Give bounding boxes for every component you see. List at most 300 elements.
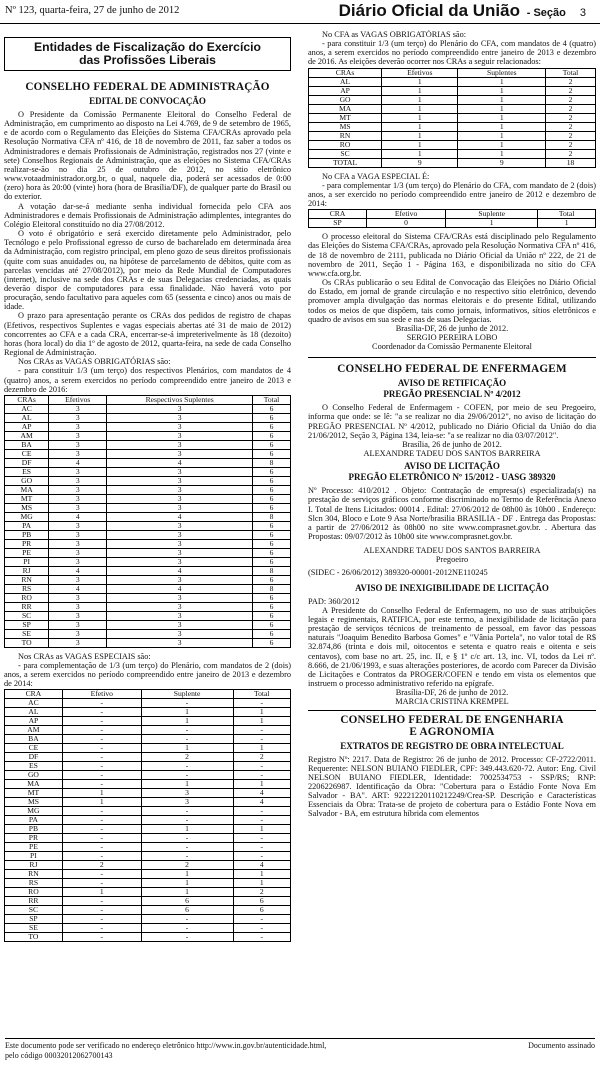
table-cell: - [141,816,233,825]
table-row [5,816,291,825]
table-cell: 6 [253,467,291,476]
table-cell: 1 [382,77,458,86]
table-cell: 2 [546,86,596,95]
table-row [5,494,291,503]
table-cell: MG [5,807,63,816]
table-cell: 3 [107,431,253,440]
table-header-row [309,68,596,77]
table-cell: 3 [49,476,107,485]
table-row [5,852,291,861]
table-cell: 1 [458,95,546,104]
table-cell: 3 [107,467,253,476]
table-cell: - [62,897,141,906]
table-cell: 3 [107,404,253,413]
table-cell: - [141,735,233,744]
table-cell: 3 [49,557,107,566]
table-cell: 3 [107,503,253,512]
table-cell: SP [5,620,49,629]
table-cell: 3 [107,521,253,530]
table-cell: - [141,933,233,942]
table-cell: 3 [107,530,253,539]
table-cell: 6 [253,422,291,431]
table-cell: AP [5,422,49,431]
table-cell: 1 [382,122,458,131]
table-row [5,717,291,726]
paragraph: No CFA as VAGAS OBRIGATÓRIAS são: [322,30,467,39]
table-cell: - [233,771,291,780]
table-cell: TOTAL [309,158,382,167]
table-cell: PE [5,548,49,557]
table-cell: 3 [107,629,253,638]
table-cell: 6 [253,476,291,485]
table-cell: 8 [253,458,291,467]
table-cell: - [141,852,233,861]
table-cell: 1 [458,140,546,149]
page-header [0,0,600,24]
table-cell: 6 [253,485,291,494]
table-cell: 6 [253,503,291,512]
table-cell: - [141,924,233,933]
table-cell: PA [5,521,49,530]
table-cell: MS [5,503,49,512]
table-cell: AC [5,404,49,413]
table-cell: 3 [49,485,107,494]
table-cell: 3 [107,422,253,431]
section-label: - Seção [526,7,566,19]
footer-verify-line: Este documento pode ser verificado no endereço eletrônico http://www.in.gov.br/autenticidade.html, [5,1041,327,1050]
table-cell: 3 [107,611,253,620]
table-cell: 2 [141,753,233,762]
table-cell: MA [5,485,49,494]
paragraph: A Presidente do Conselho Federal de Enfermagem, no uso de suas atribuições legais e regimentais, RATIFICA, por este termo, a inexigibilidade de licitação para prestação de serviços técnicos de treinamento de pessoal, em favor das pessoas naturais "Joaquim Benedito Barbosa Gomes" e "Vânia Portela", no valor total de R$ 32.874,86 (trinta e dois mil, oitocentos e setenta e quatro reais e oitenta e seis centavos), com base no art. 25, inc. II, e § 1º c/c art. 13, inc. VI, todos da Lei nº. 8.666, de 21/06/1993, e suas alterações posteriores, de acordo com Parecer da Divisão de Licitações e Contratos da PROGER/COFEN e tendo em vista os elementos que instruem o processo administrativo referido na epígrafe. [308,605,596,689]
table-row [5,861,291,870]
table-cell: 2 [546,104,596,113]
table-row [5,458,291,467]
table-cell: 3 [107,476,253,485]
table-row [5,897,291,906]
table-cell: CE [5,744,63,753]
table-cell: MG [5,512,49,521]
table-cell: 4 [49,566,107,575]
table-header-cell: Total [233,690,291,699]
table-row [5,699,291,708]
table-cell: - [233,843,291,852]
org-title-cofen: CONSELHO FEDERAL DE ENFERMAGEM [337,363,567,376]
table-cell: AP [5,717,63,726]
table-cell: 3 [107,602,253,611]
table-cell: RN [309,131,382,140]
table-cras-obrigatorias [4,395,291,648]
aviso-licitacao-title: AVISO DE LICITAÇÃO [404,461,500,472]
table-cell: 3 [49,422,107,431]
table-cell: 6 [253,629,291,638]
table-cell: 3 [141,789,233,798]
table-cell: MA [5,780,63,789]
table-cell: 3 [107,575,253,584]
table-cell: RR [5,602,49,611]
footer-code-line: pelo código 00032012062700143 [5,1051,113,1060]
table-cell: 1 [141,780,233,789]
table-cell: - [62,933,141,942]
paragraph: O voto é obrigatório e será exercido diretamente pelo Administrador, pelo Tecnólogo e pelo Profissional egresso de curso de bacharelado em determinada área da Administração, com registro principal, em pleno gozo de seus direitos profissionais (quite com suas anuidades ou, na hipótese de parcelamento de débitos, quite com as parcelas vencidas até 27/08/2012), por meio da Rede Mundial de Computadores (internet), inclusive na sede dos CRAs e de suas Delegacias credenciadas, as quais deverão dispor de computadores para essa finalidade. Não haverá voto por procuração, sendo facultativo para aqueles com 65 (sessenta e cinco) anos ou mais de idade. [4,229,291,312]
paragraph: Os CRAs publicarão o seu Edital de Convocação das Eleições no Diário Oficial do Estado, em jornal de grande circulação e no respectivo sítio eletrônico, devendo promover ampla divulgação das normas eleitorais e do presente Edital, utilizando todos os meios de que dispõem, tais como jornais, informativos, sítios eletrônicos e quadro de avisos em sua sede e nas de suas Delegacias. [308,278,596,324]
table-cell: 4 [107,458,253,467]
table-cell: - [62,744,141,753]
table-cell: - [233,834,291,843]
table-cell: 1 [446,219,538,228]
table-cell: - [62,771,141,780]
table-cell: SP [309,219,367,228]
paragraph: Nº Processo: 410/2012 . Objeto: Contratação de empresa(s) especializada(s) na prestação de serviços gráficos conforme discriminado no Termo de Referência Anexo I. Total de Itens Licitados: 00014 . Edital: 27/06/2012 de 08h00 às 10h00 . Endereço: Slcn 304, Bloco e Lote 9 Asa Norte/brasilia BRASILIA - DF . Entrega das Propostas: a partir de 27/06/2012 às 08h00 no site www.comprasnet.gov.br. . Abertura das Propostas: 09/07/2012 às 10h00 site www.comprasnet.gov.br. [308,486,596,541]
pregao-eletronico-title: PREGÃO ELETRÔNICO Nº 15/2012 - UASG 389320 [348,472,556,483]
table-cell: RO [309,140,382,149]
table-cell: 4 [107,512,253,521]
table-cell: 8 [253,512,291,521]
table-cell: 2 [546,140,596,149]
table-cell: RN [5,575,49,584]
table-row [5,888,291,897]
table-row [5,485,291,494]
table-cell: AC [5,699,63,708]
table-row [5,557,291,566]
table-cell: - [233,915,291,924]
edital-title: EDITAL DE CONVOCAÇÃO [89,96,206,106]
table-cell: 1 [62,888,141,897]
table-header-cell: Efetivo [62,690,141,699]
table-cell: MS [5,798,63,807]
table-cell: 3 [107,413,253,422]
table-cell: 3 [49,620,107,629]
pregao-presencial-title: PREGÃO PRESENCIAL Nº 4/2012 [383,389,521,400]
table-row [5,915,291,924]
table-cell: 1 [233,744,291,753]
table-cell: 1 [382,140,458,149]
paragraph: O Presidente da Comissão Permanente Eleitoral do Conselho Federal de Administração, em cumprimento ao disposto na Lei 4.769, de 9 de setembro de 1965, e de acordo com o Regulamento das Eleições do Sistema CFA/CRAs aprovado pela Resolução Normativa CFA nº 416, de 18 de novembro de 2011, faz saber a todos os Administradores e demais Profissionais de Administração, registrados nos 27 (vinte e sete) Conselhos Regionais de Administração, que as eleições no Sistema CFA/CRAs realizar-se-ão no dia 25 de outubro de 2012, no sítio eletrônico www.votaadministrador.org.br, o qual, naquele dia, poderá ser acessados de 0:00 (zero) hora às 20:00 (vinte) hora (hora de Brasília/DF), de qualquer parte do Brasil ou do exterior. [4,110,291,202]
table-cell: AM [5,431,49,440]
table-cell: 3 [49,548,107,557]
table-cell: 6 [141,906,233,915]
table-row [5,602,291,611]
table-cell: MA [309,104,382,113]
table-cell: 4 [49,458,107,467]
table-cell: 1 [458,86,546,95]
table-cell: - [62,834,141,843]
table-cell: 1 [141,879,233,888]
table-cell: 3 [141,798,233,807]
table-cell: RN [5,870,63,879]
table-cell: PI [5,557,49,566]
table-cell: SC [309,149,382,158]
table-cell: 2 [233,753,291,762]
table-cell: BA [5,440,49,449]
table-row [5,431,291,440]
table-row [5,440,291,449]
table-header-cell: Total [546,68,596,77]
table-cell: 1 [382,131,458,140]
table-cell: 1 [382,95,458,104]
table-cell: PI [5,852,63,861]
table-cell: 0 [367,219,446,228]
table-header-cell: Suplente [446,210,538,219]
table-row [5,834,291,843]
table-cell: 1 [233,870,291,879]
table-cell: 1 [62,798,141,807]
table-cell: 4 [49,512,107,521]
table-cell: 9 [382,158,458,167]
table-row [5,771,291,780]
table-row [5,708,291,717]
table-cell: PE [5,843,63,852]
table-cell: 6 [253,530,291,539]
table-cell: DF [5,753,63,762]
table-cell: 1 [382,149,458,158]
table-cell: 1 [233,879,291,888]
table-cell: 3 [49,521,107,530]
table-cell: 1 [141,717,233,726]
table-header-row [5,395,291,404]
table-cell: 3 [49,449,107,458]
table-cell: 2 [141,861,233,870]
table-cell: 2 [546,122,596,131]
table-cell: - [233,726,291,735]
table-cell: - [233,933,291,942]
paragraph: No CFA a VAGA ESPECIAL É: [322,171,430,181]
table-cell: CE [5,449,49,458]
table-row [5,593,291,602]
table-cell: - [62,915,141,924]
table-header-cell: Respectivos Suplentes [107,395,253,404]
table-cell: - [233,816,291,825]
right-column [308,30,596,1030]
paragraph: O processo eleitoral do Sistema CFA/CRAs está disciplinado pelo Regulamento das Eleições do Sistema CFA/CRAs, aprovado pela Resolução Normativa CFA nº 416, de 18 de novembro de 2111, publicada no Diário Oficial da União nº 222, de 21 de novembro de 2011, Seção 1 - Página 163, e disponibilizada no sítio do CFA www.cfa.org.br. [308,232,596,278]
table-cell: 1 [233,708,291,717]
paragraph: - para constituir 1/3 (um terço) dos respectivos Plenários, com mandatos de 4 (quatro) anos, a serem exercidos no período compreendido entre janeiro de 2013 e dezembro de 2016: [4,366,291,394]
table-cell: RJ [5,566,49,575]
table-cell: 1 [458,131,546,140]
paragraph: A votação dar-se-á mediante senha individual fornecida pelo CFA aos Administradores e demais Profissionais de Administração adimplentes, integrantes do Colégio Eleitoral constituído no dia 27/08/2012. [4,201,291,229]
table-cell: 1 [458,77,546,86]
table-header-cell: Efetivo [367,210,446,219]
table-cell: 6 [253,413,291,422]
table-row [5,539,291,548]
table-cell: AM [5,726,63,735]
table-cell: - [62,906,141,915]
table-cell: PR [5,834,63,843]
table-row [5,924,291,933]
table-row [5,503,291,512]
table-row [5,566,291,575]
table-cell: AL [5,413,49,422]
table-cell: ES [5,467,49,476]
table-cell: 3 [49,431,107,440]
table-cell: - [233,735,291,744]
table-cell: - [233,924,291,933]
footer-signed: Documento assinado [528,1041,595,1050]
table-cell: 3 [49,593,107,602]
section-number: 3 [579,7,586,19]
table-row [5,512,291,521]
table-cell: - [62,870,141,879]
table-cell: MS [309,122,382,131]
table-cell: 3 [49,467,107,476]
table-cell: RO [5,888,63,897]
table-row [309,113,596,122]
table-cfa-obrigatorias [308,68,596,168]
paragraph: Registro Nº: 2217. Data de Registro: 26 de junho de 2012. Processo: CF-2722/2011. Requerente: NELSON BUIANO FIEDLER, CPF: 349.443.620-72. Autor: Eng. Civil NELSON BUIANO FIEDLER, Identidade: 7002534753 - SSP/RS; RNP: 2206226987. Identificação da Obra: "Cobertura para o Estádio Fonte Nova Em Salvador - BA". ART: 92221220110212249/Crea-SP. Descrição e Características Essenciais da Obra: Trata-se de projeto de cobertura para o Estádio Fonte Nova em Salvador - BA, em estrutura híbrida com elementos [308,754,596,819]
table-cell: 1 [233,717,291,726]
table-cell: 4 [233,789,291,798]
paragraph: - para constituir 1/3 (um terço) do Plenário do CFA, com mandatos de 4 (quatro) anos, a serem exercidos no período compreendido entre janeiro de 2013 e dezembro de 2016. As eleições deverão ocorrer nos CRAs a seguir relacionados: [308,39,596,67]
table-cell: 1 [382,86,458,95]
table-cell: - [62,699,141,708]
table-cell: PB [5,530,49,539]
table-cell: - [62,879,141,888]
signature-role: Pregoeiro [435,555,469,565]
table-cell: 4 [107,566,253,575]
table-cell: 1 [458,104,546,113]
table-row [309,122,596,131]
table-row [5,933,291,942]
table-row [5,726,291,735]
table-cell: 6 [253,521,291,530]
paragraph: - para complementação de 1/3 (um terço) do Plenário, com mandatos de 2 (dois) anos, a serem exercidos no período compreendido entre janeiro de 2013 e dezembro de 2014: [4,661,291,689]
table-cell: - [141,699,233,708]
paragraph: O Conselho Federal de Enfermagem - COFEN, por meio de seu Pregoeiro, informa que onde: se lê: "a se realizar no dia 29/06/2012", no aviso de licitação do PREGÃO PRESENCIAL Nº 4/2012, publicado no Diário Oficial da União do dia 21/06/2012, Seção 3, Página 134, leia-se: "a se realizar no dia 03/07/2012". [308,403,596,440]
table-cell: - [62,924,141,933]
table-cell: 3 [49,638,107,647]
table-cell: - [62,708,141,717]
signature-name: SERGIO PEREIRA LOBO [406,332,498,342]
table-cell: 6 [233,897,291,906]
table-cfa-especial [308,209,596,228]
table-cell: 4 [49,584,107,593]
signature-date: Brasília-DF, 26 de junho de 2012. [395,323,509,333]
table-cell: 2 [546,95,596,104]
table-cell: - [233,852,291,861]
table-cell: 2 [546,131,596,140]
table-cell: RS [5,584,49,593]
table-cell: - [141,915,233,924]
table-row [5,762,291,771]
table-cell: MT [309,113,382,122]
table-cell: 3 [49,440,107,449]
table-cell: 6 [253,449,291,458]
table-cell: 1 [382,104,458,113]
table-header-cell: Efetivos [382,68,458,77]
table-row [5,584,291,593]
journal-title [339,1,586,21]
table-cell: GO [309,95,382,104]
table-cell: 1 [458,113,546,122]
table-cell: 6 [253,548,291,557]
table-cell: 1 [141,744,233,753]
table-header-cell: Suplentes [458,68,546,77]
section-title-line2: das Profissões Liberais [79,53,216,67]
table-cell: 3 [107,539,253,548]
table-cell: - [62,807,141,816]
table-cell: - [62,762,141,771]
table-cell: 1 [382,113,458,122]
table-cell: 3 [49,575,107,584]
table-row [5,807,291,816]
signature-name: MARCIA CRISTINA KREMPEL [395,697,509,707]
page-footer [5,1038,595,1061]
table-cell: SC [5,906,63,915]
table-cell: - [141,771,233,780]
table-row [5,825,291,834]
table-cell: 1 [141,870,233,879]
table-cell: 3 [107,638,253,647]
table-cell: 2 [233,888,291,897]
table-header-cell: Efetivos [49,395,107,404]
table-cell: 1 [62,789,141,798]
table-cell: 2 [546,77,596,86]
table-cell: 3 [49,494,107,503]
section-title-box [4,37,291,71]
org-title-confea-line1: CONSELHO FEDERAL DE ENGENHARIA [340,713,564,726]
table-cell: 6 [253,494,291,503]
table-cell: 6 [253,611,291,620]
table-row [5,530,291,539]
table-cell: - [62,735,141,744]
table-cell: - [141,807,233,816]
table-row [309,158,596,167]
table-header-cell: CRA [309,210,367,219]
table-cell: 3 [107,557,253,566]
table-cell: 4 [233,798,291,807]
table-cell: 6 [253,557,291,566]
table-cell: BA [5,735,63,744]
table-row [5,575,291,584]
table-cell: MT [5,494,49,503]
sidec-line: (SIDEC - 26/06/2012) 389320-00001-2012NE110245 [308,568,488,578]
signature-name: ALEXANDRE TADEU DOS SANTOS BARREIRA [363,546,541,556]
table-cell: 6 [253,602,291,611]
signature-name: ALEXANDRE TADEU DOS SANTOS BARREIRA [363,449,541,459]
signature-date: Brasília, 26 de junho de 2012. [402,439,502,449]
table-row [309,104,596,113]
table-row [5,449,291,458]
org-title-confea-line2: E AGRONOMIA [409,725,495,738]
table-cell: 6 [253,431,291,440]
table-cell: 6 [253,539,291,548]
table-cell: 6 [233,906,291,915]
table-cell: 8 [253,584,291,593]
signature-date: Brasília-DF, 26 de junho de 2012. [395,688,509,698]
table-cell: 3 [107,440,253,449]
table-cell: GO [5,476,49,485]
table-cell: - [233,699,291,708]
table-cell: TO [5,638,49,647]
table-cell: 1 [141,825,233,834]
table-cell: SP [5,915,63,924]
table-row [5,789,291,798]
table-header-row [5,690,291,699]
table-row [5,906,291,915]
table-cell: 3 [107,494,253,503]
table-header-cell: CRAs [5,395,49,404]
extratos-title: EXTRATOS DE REGISTRO DE OBRA INTELECTUAL [340,740,564,751]
divider [308,710,596,711]
table-header-row [309,210,596,219]
table-row [5,476,291,485]
table-row [5,798,291,807]
table-cell: - [141,843,233,852]
table-cell: GO [5,771,63,780]
paragraph: Nos CRAs as VAGAS ESPECIAIS são: [18,651,151,661]
table-header-cell: CRA [5,690,63,699]
table-cell: AP [309,86,382,95]
